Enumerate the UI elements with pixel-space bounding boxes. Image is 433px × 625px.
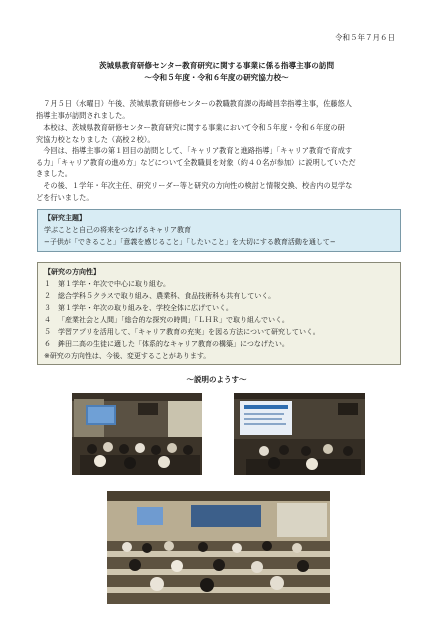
research-theme-sub: −子供が「できること」「意義を感じること」「したいこと」を大切にする教育活動を通して− bbox=[44, 238, 336, 246]
paragraph-research-school bbox=[36, 122, 400, 145]
direction-item-number: ３ bbox=[44, 304, 51, 312]
direction-item bbox=[44, 327, 396, 337]
direction-item bbox=[44, 303, 396, 313]
paragraph-line: 今回は、指導主事の第１回目の訪問として、「キャリア教育と進路指導」「キャリア教育で育成す bbox=[36, 146, 353, 155]
paragraph-line: 本校は、茨城県教育研修センター教育研究に関する事業において令和５年度・令和６年度の研 bbox=[36, 123, 345, 132]
direction-item-number: ４ bbox=[44, 316, 51, 324]
meeting-photo-1 bbox=[72, 393, 202, 475]
research-direction-box bbox=[37, 262, 401, 365]
direction-item-text: 第１学年・年次の取り組みを、学校全体に広げていく。 bbox=[58, 304, 233, 312]
paragraph-line: きました。 bbox=[36, 169, 72, 178]
meeting-photo-2 bbox=[234, 393, 365, 475]
direction-item-number: ６ bbox=[44, 340, 51, 348]
photos-caption: 〜説明のようす〜 bbox=[186, 375, 247, 384]
direction-item-text: 総合学科５クラスで取り組み、農業科、食品技術科も共有していく。 bbox=[58, 292, 276, 300]
direction-item-text: 「産業社会と人間」「総合的な探究の時間」「ＬＨＲ」で取り組んでいく。 bbox=[58, 316, 289, 324]
direction-item-text: 鉾田二高の生徒に適した「体系的なキャリア教育の構築」につなげたい。 bbox=[58, 340, 289, 348]
paragraph-line: 究協力校となりました（高校２校）。 bbox=[36, 134, 155, 144]
direction-item bbox=[44, 291, 396, 301]
direction-item-number: ２ bbox=[44, 292, 51, 300]
paragraph-line: る力」「キャリア教育の進め方」などについて全教職員を対象（約４０名が参加）に説明していただ bbox=[36, 157, 356, 167]
research-direction-heading: 【研究の方向性】 bbox=[44, 268, 100, 276]
direction-item-number: ５ bbox=[44, 328, 51, 336]
direction-item bbox=[44, 339, 396, 349]
meeting-photo-3 bbox=[107, 491, 330, 604]
document-subtitle: 〜令和５年度・令和６年度の研究協力校〜 bbox=[144, 73, 289, 82]
document-title: 茨城県教育研修センター教育研究に関する事業に係る指導主事の訪問 bbox=[98, 61, 335, 70]
paragraph-explanation bbox=[36, 145, 400, 180]
direction-item bbox=[44, 279, 396, 289]
research-theme-main: 学ぶことと自己の将来をつなげるキャリア教育 bbox=[44, 226, 191, 234]
direction-item-number: １ bbox=[44, 280, 51, 288]
paragraph-line: どを行いました。 bbox=[36, 192, 94, 202]
paragraph-followup bbox=[36, 180, 400, 203]
research-theme-heading: 【研究主題】 bbox=[44, 214, 86, 222]
paragraph-line: ７月５日（水曜日）午後、茨城県教育研修センターの教職教育課の海崎昌幸指導主事，佐藤悠人 bbox=[36, 99, 352, 108]
direction-item-text: 第１学年・年次で中心に取り組む。 bbox=[58, 280, 170, 288]
document-date: 令和５年７月６日 bbox=[335, 33, 395, 42]
research-direction-note: ※研究の方向性は、今後、変更することがあります。 bbox=[44, 352, 211, 360]
paragraph-line: その後、１学年・年次主任、研究リーダー等と研究の方向性の検討と情報交換、校舎内の見学な bbox=[36, 181, 353, 190]
direction-item bbox=[44, 315, 396, 325]
paragraph-line: 指導主事が訪問されました。 bbox=[36, 110, 130, 120]
paragraph-visit bbox=[36, 98, 400, 121]
direction-item-text: 学習アプリを活用して、「キャリア教育の充実」を図る方法について研究していく。 bbox=[58, 328, 320, 336]
research-theme-box bbox=[37, 209, 401, 252]
